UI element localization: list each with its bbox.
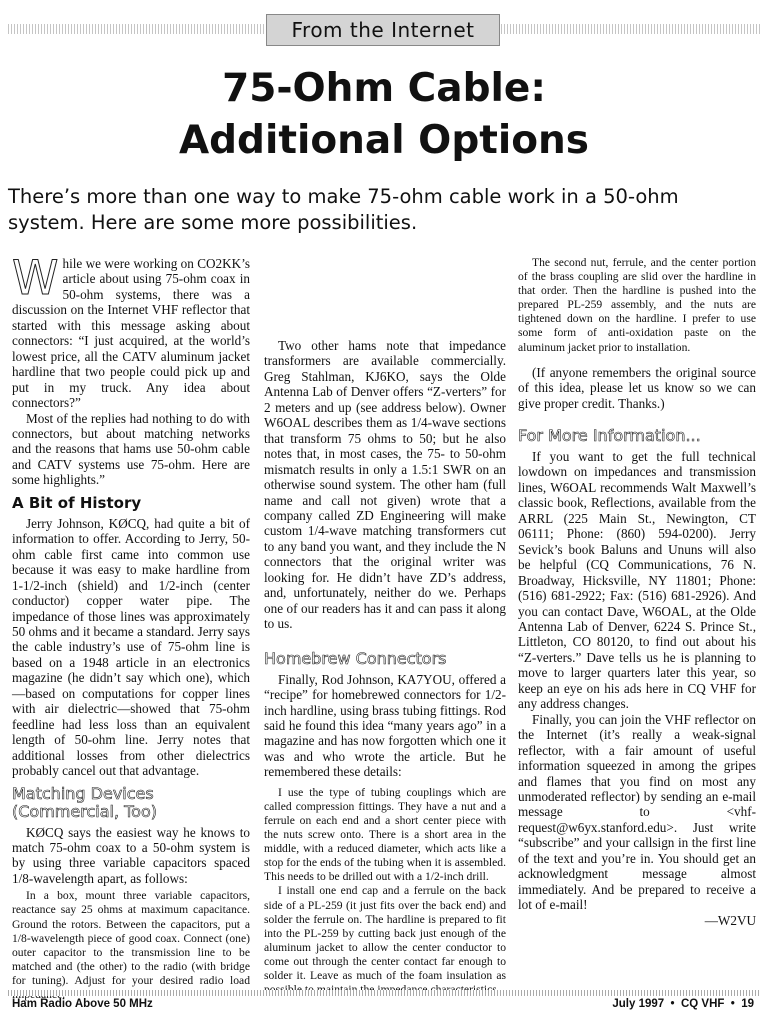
author-signoff: —W2VU bbox=[704, 912, 756, 928]
heading-matching-2: (Commercial, Too) bbox=[12, 801, 157, 821]
header-rule-right bbox=[498, 24, 760, 34]
column-1 bbox=[12, 251, 250, 1002]
more-info-paragraph-1: If you want to get the full technical lowdown on impedances and transmission lines, W6OAL recommends Walt Maxwell’s classic book, Reflections, available from the ARRL (225 Main St., Newington, CT 06111; Phone: (860) 594-0200). Jerry Sevick’s book Baluns and Ununs will also be helpful (CQ Communications, 76 N. Broadway, Hicksville, NY 11801; Phone: (516) 681-2922; Fax: (516) 681-2926). And you can contact Dave, W6OAL, at the Olde Antenna Lab of Denver, 6224 S. Prince St., Littleton, CO 80120, to find out about his “Z-verters.” Dave tells us he is planning to move to larger quarters later this year, so keep an eye on his ads here in CQ VHF for any address changes. bbox=[518, 449, 756, 712]
footer-right: July 1997 • CQ VHF • 19 bbox=[612, 998, 754, 1010]
intro-paragraph-1: hile we were working on CO2KK’s article about using 75-ohm coax in 50-ohm systems, there was a discussion on the Internet VHF reflector that started with this message asking about connectors: “I just acquired, at the world’s lowest price, all the CATV aluminum jacket hardline that two people could pick up and put in my truck. Any idea about connectors?” bbox=[12, 256, 250, 411]
heading-homebrew: Homebrew Connectors bbox=[264, 648, 447, 668]
deck-line1: There’s more than one way to make 75-ohm cable work in a 50-ohm bbox=[8, 185, 679, 208]
deck-line2: system. Here are some more possibilities. bbox=[8, 211, 418, 234]
drop-cap: W bbox=[12, 251, 59, 306]
heading-more-info: For More Information... bbox=[518, 426, 701, 446]
credit-note: (If anyone remembers the original source of this idea, please let us know so we can give proper credit. Thanks.) bbox=[518, 364, 756, 411]
header-rule-left bbox=[8, 24, 266, 34]
heading-matching-1: Matching Devices bbox=[12, 783, 154, 803]
heading-history: A Bit of History bbox=[12, 493, 142, 512]
homebrew-quote-3: The second nut, ferrule, and the center portion of the brass coupling are slid over the hardline in that order. Then the hardline is pushed into the prepared PL-259 assembly, and the nuts are tightened down on the hardline. I prefer to use some form of anti-oxidation paste on the aluminum jacket prior to installation. bbox=[518, 256, 756, 354]
history-paragraph: Jerry Johnson, KØCQ, had quite a bit of information to offer. According to Jerry, 50-ohm cable first came into common use because it was easy to make hardline from 1-1/2-inch (shield) and 1/2-inch (center conductor) copper water pipe. The impedance of those lines was approximately 50 ohms and it became a standard. Jerry says the cable industry’s use of 75-ohm line is based on a 1948 article in an electronics magazine (he didn’t say which one), which—based on computations for copper lines with air dielectric—showed that 75-ohm feedline had less loss than an equivalent length of 50-ohm line. Jerry notes that additional losses from other dielectrics probably cancel out that advantage. bbox=[12, 515, 250, 779]
column-2-body bbox=[264, 338, 506, 997]
homebrew-paragraph: Finally, Rod Johnson, KA7YOU, offered a “recipe” for homebrewed connectors for 1/2-inch hardline, using brass tubing fittings. Rod said he found this idea “many years ago” in a magazine and has now forgotten which one it was and who wrote the article. But he remembered these details: bbox=[264, 671, 506, 780]
article-title-line1: 75-Ohm Cable: bbox=[222, 66, 546, 111]
section-kicker: From the Internet bbox=[266, 14, 500, 46]
matching-paragraph-2: Two other hams note that impedance transformers are available commercially. Greg Stahlman, KJ6KO, says the Olde Antenna Lab of Denver offers “Z-verters” for 2 meters and up (see address below). Owner W6OAL describes them as 1/4-wave sections that transform 75 ohms to 50; but he also notes that, in most cases, the 75- to 50-ohm mismatch results in only a 1.5:1 SWR on an otherwise sound system. The other ham (full name and call not given) wrote that a company called ZD Engineering will make custom 1/4-wave matching transformers cut to any band you want, and they include the N connectors that the original writer was looking for. He didn’t have ZD’s address, and, unfortunately, neither do we. Perhaps one of our readers has it and can pass it along to us. bbox=[264, 338, 506, 632]
intro-paragraph-2: Most of the replies had nothing to do with connectors, but about matching networks and the reasons that hams use 50-ohm cable and CATV systems use 75-ohm. Here are some highlights.” bbox=[12, 410, 250, 488]
article-title-line2: Additional Options bbox=[178, 118, 590, 163]
homebrew-quote-2: I install one end cap and a ferrule on the back side of a PL-259 (it just fits over the back end) and solder the ferrule on. The hardline is prepared to fit into the PL-259 by cutting back just enough of the aluminum jacket to allow the center conductor to come out through the center contact far enough to solder it. Leave as much of the foam insulation as bbox=[264, 884, 506, 982]
matching-paragraph-1: KØCQ says the easiest way he knows to match 75-ohm coax to a 50-ohm system is by using three variable capacitors spaced 1/8-wavelength apart, as follows: bbox=[12, 824, 250, 886]
matching-quote: In a box, mount three variable capacitors, reactance say 25 ohms at maximum capacitance. Ground the rotors. Between the capacitors, put a 1/8-wavelength piece of good coax. Connect (one) outer capacitor to the transmission line to be matched and (the other) to the radio (with bridge for tuning). Adjust for your desired radio load bbox=[12, 889, 250, 987]
homebrew-quote-1: I use the type of tubing couplings which are called compression fittings. They have a nut and a ferrule on each end and a short center piece with the nuts screw onto. There is a short area in the middle, with a reduced diameter, which acts like a stop for the ends of the tubing when it is assembled. This needs to be drilled out with a 1/2-inch drill. bbox=[264, 785, 506, 884]
footer-rule bbox=[8, 990, 760, 996]
column-3 bbox=[518, 256, 756, 928]
footer-left: Ham Radio Above 50 MHz bbox=[12, 998, 153, 1010]
more-info-paragraph-2: Finally, you can join the VHF reflector on the Internet (it’s really a weak-signal reflector, with a fair amount of useful information squeezed in among the gripes and flames that you find on most any unmoderated reflector) by sending an e-mail message to <vhf-request@w6yx.stanford.edu>. Just write “subscribe” and your callsign in the first line of the text and you’re in. You should get an acknowledgment message almost immediately. And be prepared to receive a lot of e-mail! bbox=[518, 711, 756, 913]
